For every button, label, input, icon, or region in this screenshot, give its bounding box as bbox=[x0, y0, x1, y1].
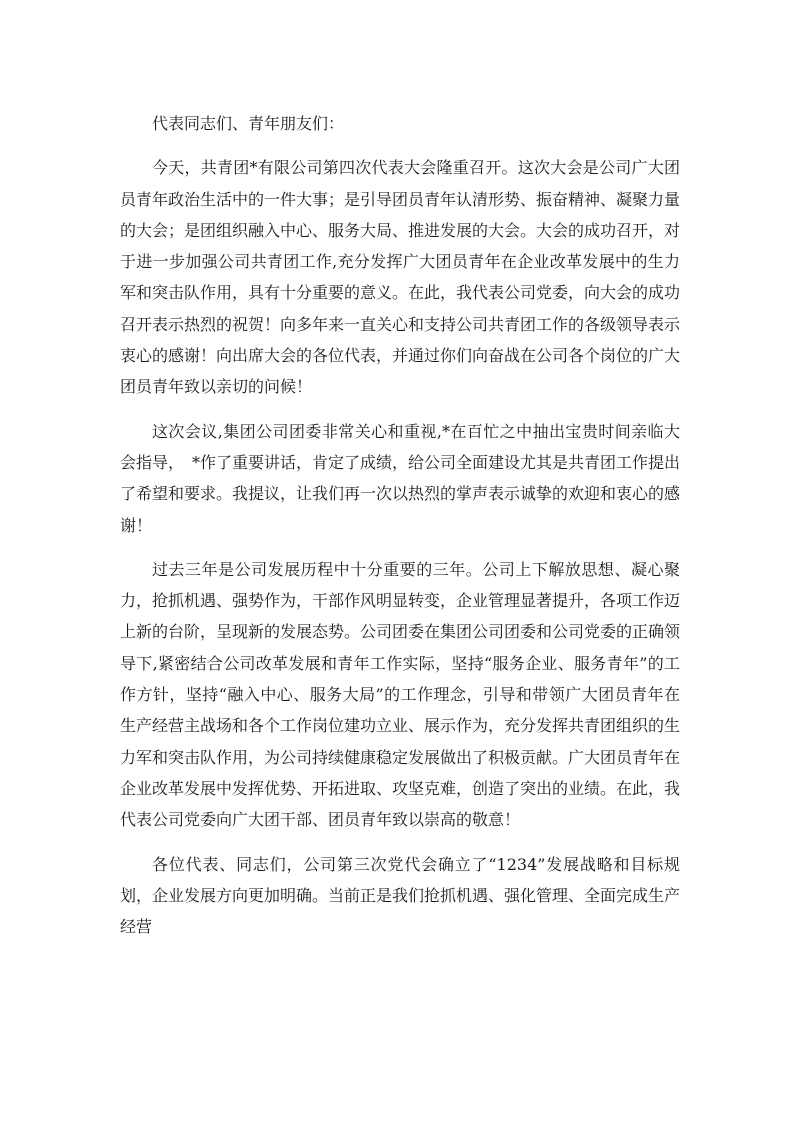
paragraph-thanks: 这次会议,集团公司团委非常关心和重视,*在百忙之中抽出宝贵时间亲临大会指导， *作了重要讲话，肯定了成绩，给公司全面建设尤其是共青团工作提出了希望和要求。我提议，让我们再一次以热烈的掌声表示诚挚的欢迎和衷心的感谢！ bbox=[120, 421, 681, 535]
paragraph-opening: 今天，共青团*有限公司第四次代表大会隆重召开。这次大会是公司广大团员青年政治生活中的一件大事；是引导团员青年认清形势、振奋精神、凝聚力量的大会；是团组织融入中心、服务大局、推进发展的大会。大会的成功召开，对于进一步加强公司共青团工作,充分发挥广大团员青年在企业改革发展中的生力军和突击队作用，具有十分重要的意义。在此，我代表公司党委，向大会的成功召开表示热烈的祝贺！向多年来一直关心和支持公司共青团工作的各级领导表示衷心的感谢！向出席大会的各位代表，并通过你们向奋战在公司各个岗位的广大团员青年致以亲切的问候！ bbox=[120, 158, 681, 397]
document-body bbox=[120, 108, 680, 955]
paragraph-outlook: 各位代表、同志们，公司第三次党代会确立了“1234”发展战略和目标规划，企业发展方向更加明确。当前正是我们抢抓机遇、强化管理、全面完成生产经营 bbox=[120, 854, 681, 937]
paragraph-review: 过去三年是公司发展历程中十分重要的三年。公司上下解放思想、凝心聚力，抢抓机遇、强势作为，干部作风明显转变，企业管理显著提升，各项工作迈上新的台阶，呈现新的发展态势。公司团委在集团公司团委和公司党委的正确领导下,紧密结合公司改革发展和青年工作实际，坚持“服务企业、服务青年”的工作方针，坚持“融入中心、服务大局”的工作理念，引导和带领广大团员青年在生产经营主战场和各个工作岗位建功立业、展示作为，充分发挥共青团组织的生力军和突击队作用，为公司持续健康稳定发展做出了积极贡献。广大团员青年在企业改革发展中发挥优势、开拓进取、攻坚克难，创造了突出的业绩。在此，我代表公司党委向广大团干部、团员青年致以崇高的敬意！ bbox=[120, 559, 681, 830]
salutation: 代表同志们、青年朋友们： bbox=[152, 114, 345, 133]
